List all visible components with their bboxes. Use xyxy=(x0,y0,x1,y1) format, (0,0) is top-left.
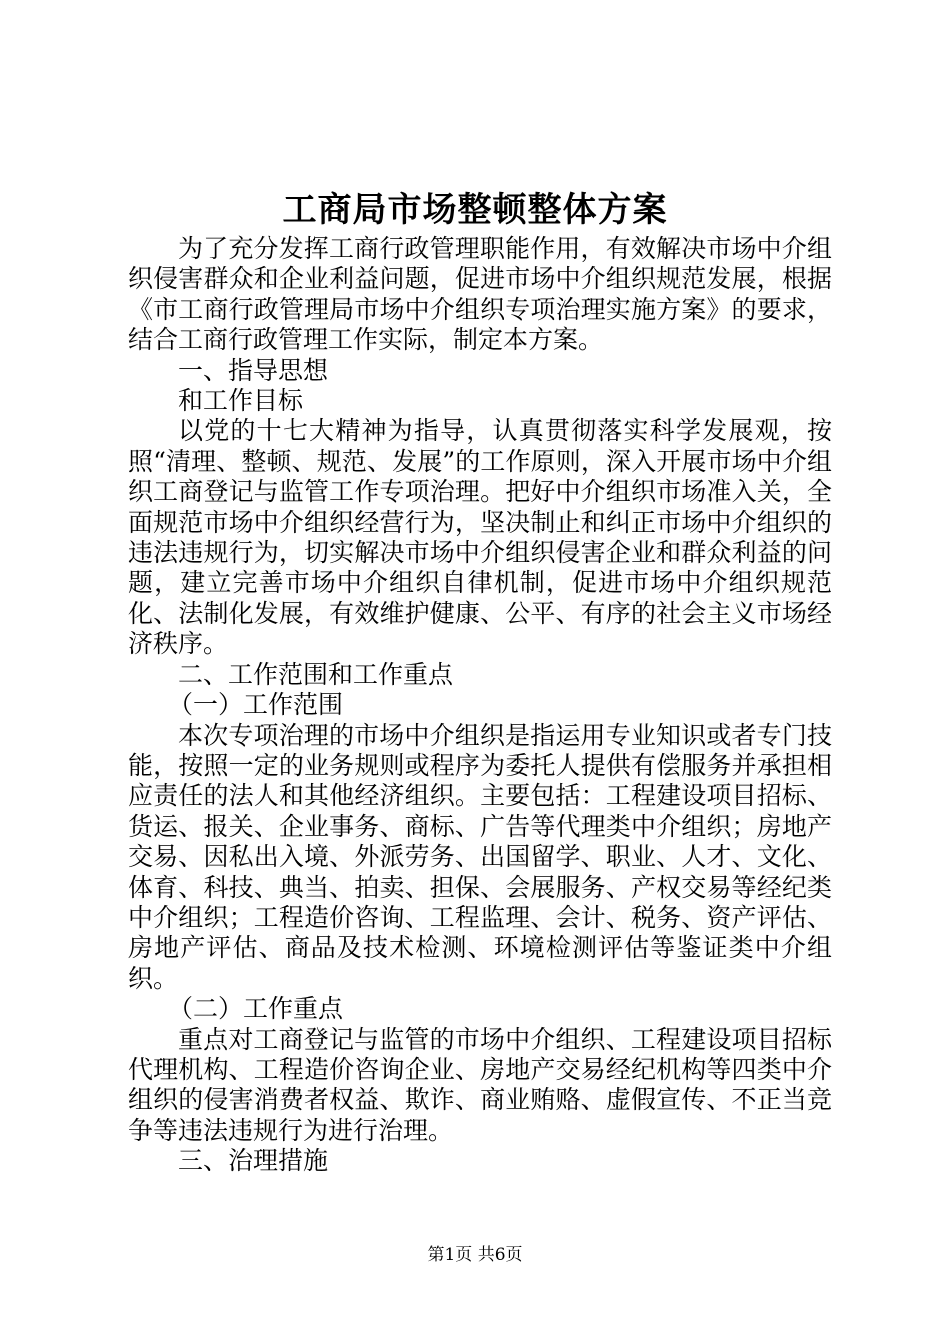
paragraph-intro: 为了充分发挥工商行政管理职能作用，有效解决市场中介组织侵害群众和企业利益问题，促进市场中介组织规范发展，根据《市工商行政管理局市场中介组织专项治理实施方案》的要求，结合工商行政管理工作实际，制定本方案。 xyxy=(128,234,832,355)
document-body xyxy=(128,234,832,1177)
heading-guiding-ideology: 一、指导思想 xyxy=(178,355,329,385)
subheading-work-scope: （一）工作范围 xyxy=(168,690,344,720)
heading-scope-and-focus: 二、工作范围和工作重点 xyxy=(178,659,454,689)
subheading-work-focus: （二）工作重点 xyxy=(168,994,344,1024)
paragraph-work-focus: 重点对工商登记与监管的市场中介组织、工程建设项目招标代理机构、工程造价咨询企业、房地产交易经纪机构等四类中介组织的侵害消费者权益、欺诈、商业贿赂、虚假宣传、不正当竞争等违法违规行为进行治理。 xyxy=(128,1024,832,1145)
paragraph-guiding-ideology: 以党的十七大精神为指导，认真贯彻落实科学发展观，按照“清理、整顿、规范、发展”的工作原则，深入开展市场中介组织工商登记与监管工作专项治理。把好中介组织市场准入关，全面规范市场中介组织经营行为，坚决制止和纠正市场中介组织的违法违规行为，切实解决市场中介组织侵害企业和群众利益的问题，建立完善市场中介组织自律机制，促进市场中介组织规范化、法制化发展，有效维护健康、公平、有序的社会主义市场经济秩序。 xyxy=(128,416,832,659)
page-footer: 第1页 共6页 xyxy=(427,1245,523,1265)
heading-governance-measures: 三、治理措施 xyxy=(178,1146,329,1176)
heading-work-goals: 和工作目标 xyxy=(178,386,304,416)
paragraph-work-scope: 本次专项治理的市场中介组织是指运用专业知识或者专门技能，按照一定的业务规则或程序为委托人提供有偿服务并承担相应责任的法人和其他经济组织。主要包括：工程建设项目招标、货运、报关、企业事务、商标、广告等代理类中介组织；房地产交易、因私出入境、外派劳务、出国留学、职业、人才、文化、体育、科技、典当、拍卖、担保、会展服务、产权交易等经纪类中介组织；工程造价咨询、工程监理、会计、税务、资产评估、房地产评估、商品及技术检测、环境检测评估等鉴证类中介组织。 xyxy=(128,720,832,993)
document-title: 工商局市场整顿整体方案 xyxy=(282,190,668,230)
